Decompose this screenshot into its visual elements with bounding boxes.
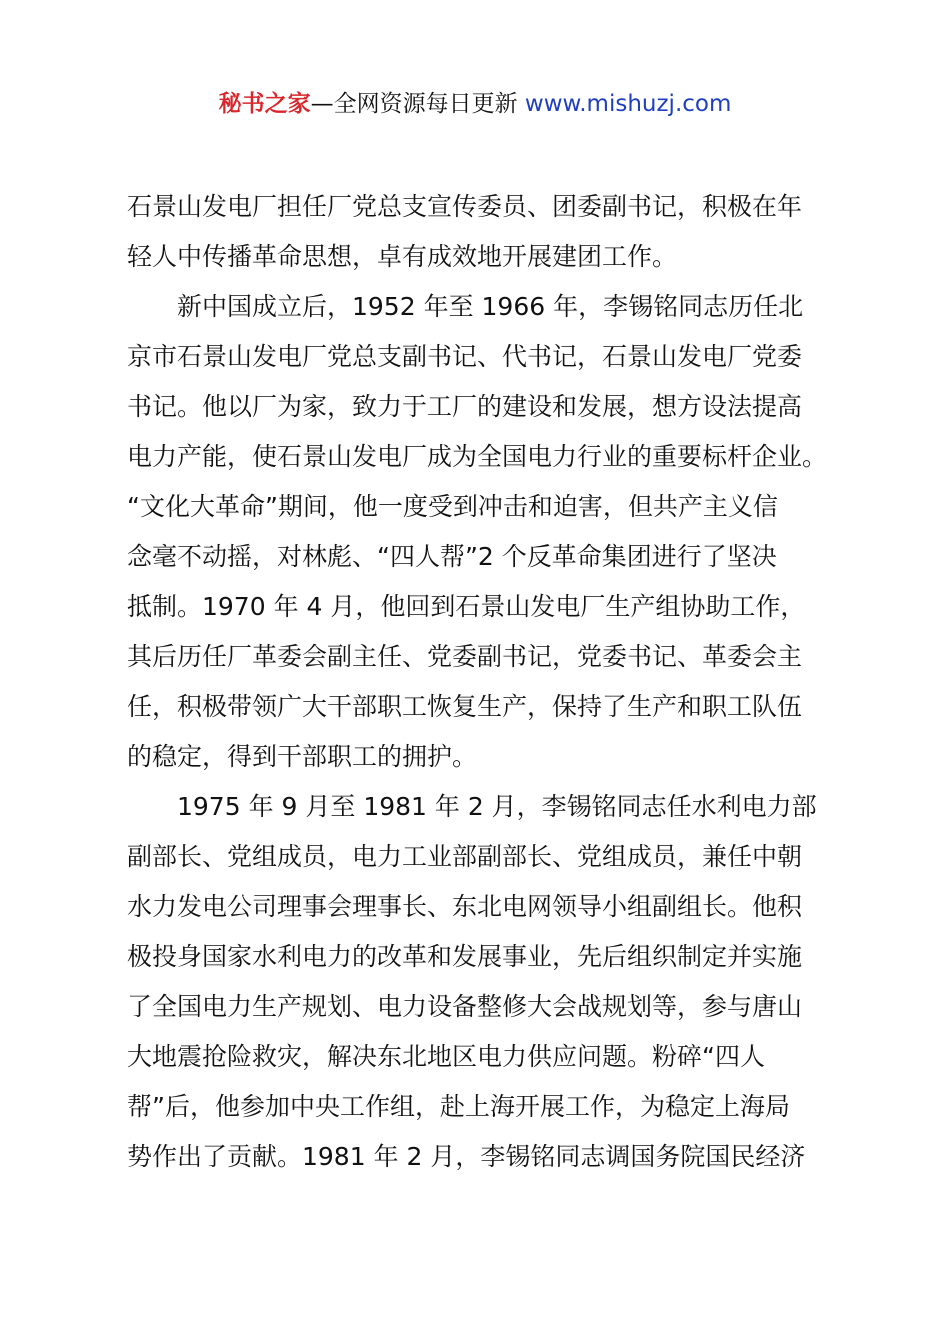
text-line: 的稳定，得到干部职工的拥护。 (127, 742, 478, 771)
text-line: 大地震抢险救灾，解决东北地区电力供应问题。粉碎“四人 (127, 1042, 765, 1071)
text-line: 石景山发电厂担任厂党总支宣传委员、团委副书记，积极在年 (127, 192, 803, 221)
text-line: 轻人中传播革命思想，卓有成效地开展建团工作。 (127, 242, 678, 271)
text-line: 势作出了贡献。1981 年 2 月，李锡铭同志调国务院国民经济 (127, 1142, 806, 1171)
header-slogan: —全网资源每日更新 (310, 91, 525, 117)
text-line: 其后历任厂革委会副主任、党委副书记，党委书记、革委会主 (127, 642, 803, 671)
brand-name: 秘书之家 (218, 91, 311, 117)
text-line: 电力产能，使石景山发电厂成为全国电力行业的重要标杆企业。 (127, 442, 828, 471)
text-line: 京市石景山发电厂党总支副书记、代书记，石景山发电厂党委 (127, 342, 803, 371)
document-body (127, 182, 833, 1182)
text-line: 帮”后，他参加中央工作组，赴上海开展工作，为稳定上海局 (127, 1092, 790, 1121)
text-line: 念毫不动摇，对林彪、“四人帮”2 个反革命集团进行了坚决 (127, 542, 777, 571)
page-header (0, 88, 950, 120)
text-line: 抵制。1970 年 4 月，他回到石景山发电厂生产组协助工作， (127, 592, 806, 621)
text-line: 书记。他以厂为家，致力于工厂的建设和发展，想方设法提高 (127, 392, 803, 421)
paragraph-start-line: 新中国成立后，1952 年至 1966 年，李锡铭同志历任北 (177, 292, 804, 321)
text-line: 任，积极带领广大干部职工恢复生产，保持了生产和职工队伍 (127, 692, 803, 721)
text-line: 了全国电力生产规划、电力设备整修大会战规划等，参与唐山 (127, 992, 803, 1021)
paragraph-start-line: 1975 年 9 月至 1981 年 2 月，李锡铭同志任水利电力部 (177, 792, 817, 821)
website-link[interactable]: www.mishuzj.com (524, 91, 732, 117)
text-line: 副部长、党组成员，电力工业部副部长、党组成员，兼任中朝 (127, 842, 803, 871)
text-line: “文化大革命”期间，他一度受到冲击和迫害，但共产主义信 (127, 492, 778, 521)
text-line: 水力发电公司理事会理事长、东北电网领导小组副组长。他积 (127, 892, 803, 921)
text-line: 极投身国家水利电力的改革和发展事业，先后组织制定并实施 (127, 942, 803, 971)
